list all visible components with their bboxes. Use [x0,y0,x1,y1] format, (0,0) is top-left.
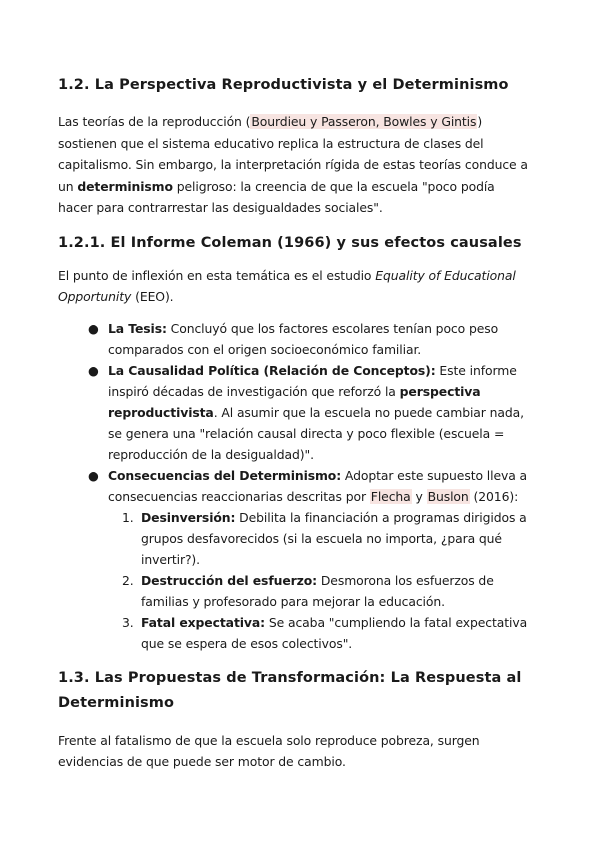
item-title: Fatal expectativa: [141,614,266,630]
bullet-icon: ● [88,467,99,483]
section-heading-1-2: 1.2. La Perspectiva Reproductivista y el Determinismo [58,77,509,93]
text-run: El punto de inflexión en esta temática es el estudio [58,267,376,283]
italic-study-title: Equality of Educational Opportunity [58,267,516,304]
numbered-list [108,507,528,654]
bullet-title: La Tesis: [108,320,167,336]
bullet-icon: ● [88,320,99,336]
section-heading-1-2-1: 1.2.1. El Informe Coleman (1966) y sus efectos causales [58,234,522,251]
numbered-item-destruccion [58,570,528,612]
bullet-text: (2016): [469,488,519,504]
numbered-item-desinversion [58,507,528,570]
text-run: (EEO). [131,289,174,304]
citation-highlight: Flecha [370,488,411,504]
numbered-item-fatal [58,612,528,654]
item-text: Desmorona los esfuerzos de familias y profesorado para mejorar la educación. [141,572,494,609]
paragraph-reproduction-theories [58,111,528,219]
bullet-title: Consecuencias del Determinismo: [108,467,342,483]
list-item-consecuencias [58,465,528,654]
bullet-list [58,318,528,654]
document-page [58,70,528,773]
paragraph-transformacion: Frente al fatalismo de que la escuela solo reproduce pobreza, surgen evidencias de que puede ser motor de cambio. [58,732,480,769]
paragraph-coleman-intro [58,265,528,308]
item-text: Se acaba "cumpliendo la fatal expectativa que se espera de esos colectivos". [141,614,528,651]
item-number: 1. [122,509,134,525]
bullet-text: Adoptar este supuesto lleva a consecuencias reaccionarias descritas por [108,467,528,504]
text-run: Las teorías de la reproducción ( [58,114,251,129]
text-run: peligroso: la creencia de que la escuela "poco podía hacer para contrarrestar las desigualdades sociales". [58,178,495,215]
text-run: ) sostienen que el sistema educativo replica la estructura de clases del capitalismo. Sin embargo, la interpretación rígida de estas teorías conduce a un [58,114,528,194]
item-text: Debilita la financiación a programas dirigidos a grupos desfavorecidos (si la escuela no importa, ¿para qué invertir?). [141,509,527,567]
bullet-title: La Causalidad Política (Relación de Conceptos): [108,362,436,378]
bullet-text: . Al asumir que la escuela no puede cambiar nada, se genera una "relación causal directa y poco flexible (escuela = reproducción de la desigualdad)". [108,404,524,462]
list-item-tesis [58,318,528,360]
bold-term-determinismo: determinismo [77,178,173,194]
section-heading-1-3: 1.3. Las Propuestas de Transformación: La Respuesta al Determinismo [58,669,522,711]
citation-highlight: Buslon [427,488,469,504]
bullet-text: y [411,488,427,504]
list-item-causalidad [58,360,528,465]
item-title: Desinversión: [141,509,236,525]
bullet-text: Concluyó que los factores escolares tenían poco peso comparados con el origen socioeconómico familiar. [108,320,499,357]
citation-highlight: Bourdieu y Passeron, Bowles y Gintis [251,114,477,129]
bullet-icon: ● [88,362,99,378]
item-number: 2. [122,572,134,588]
bullet-text: Este informe inspiró décadas de investigación que reforzó la [108,362,517,399]
bold-term: perspectiva reproductivista [108,383,481,420]
item-title: Destrucción del esfuerzo: [141,572,318,588]
item-number: 3. [122,614,134,630]
